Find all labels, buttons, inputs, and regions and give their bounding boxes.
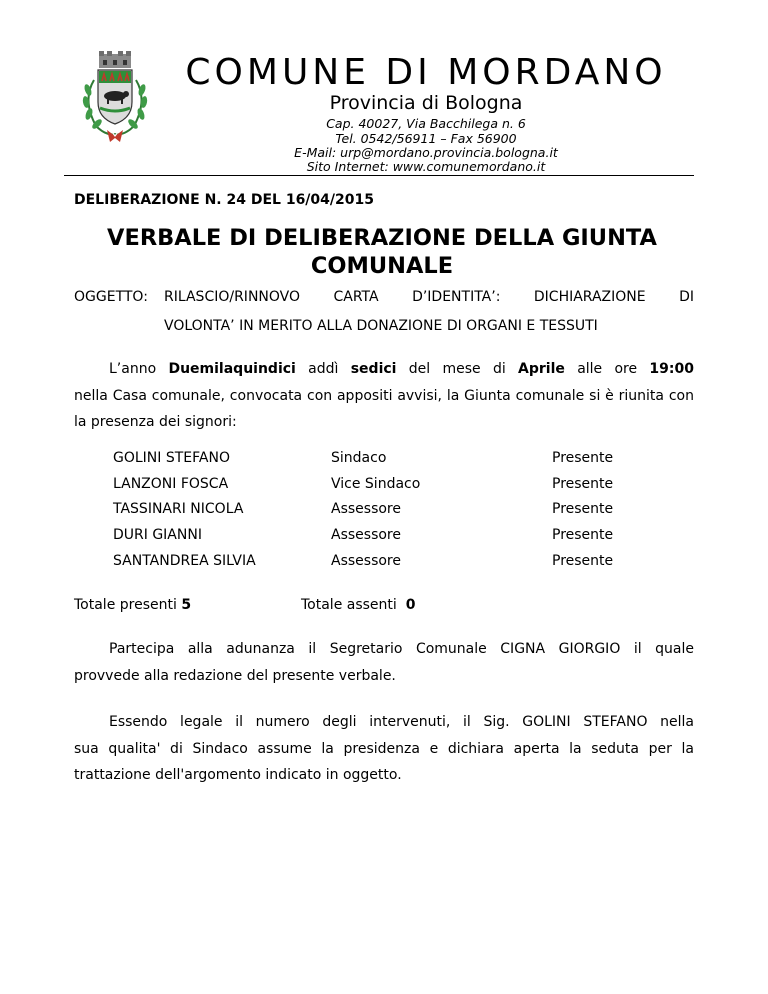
municipality-title: COMUNE DI MORDANO bbox=[185, 52, 667, 93]
member-status: Presente bbox=[552, 475, 614, 492]
member-status: Presente bbox=[552, 501, 614, 518]
subject-line-1: RILASCIO/RINNOVO CARTA D’IDENTITA’: DICHIARAZIONE DI bbox=[164, 289, 694, 305]
intro-paragraph bbox=[74, 356, 694, 436]
secretary-rest: provvede alla redazione del presente verbale. bbox=[74, 667, 396, 684]
member-role: Sindaco bbox=[331, 450, 387, 466]
member-name: LANZONI FOSCA bbox=[113, 475, 229, 492]
website-line: Sito Internet: www.comunemordano.it bbox=[306, 159, 546, 174]
month-text: Aprile bbox=[518, 361, 565, 377]
deliberation-number: DELIBERAZIONE N. 24 DEL 16/04/2015 bbox=[74, 192, 374, 208]
time-text: 19:00 bbox=[649, 361, 694, 377]
member-status: Presente bbox=[552, 527, 614, 544]
member-name: SANTANDREA SILVIA bbox=[113, 552, 256, 569]
day-text: sedici bbox=[350, 361, 397, 377]
presidency-paragraph bbox=[74, 709, 694, 789]
member-role: Assessore bbox=[331, 552, 401, 569]
subject-label: OGGETTO: bbox=[74, 289, 148, 305]
total-absent: Totale assenti 0 bbox=[301, 597, 416, 613]
member-name: DURI GIANNI bbox=[113, 527, 202, 544]
member-name: GOLINI STEFANO bbox=[113, 450, 230, 466]
intro-first-line: L’anno Duemilaquindici addì sedici del mese di Aprile alle ore 19:00 bbox=[109, 361, 694, 377]
member-role: Assessore bbox=[331, 501, 401, 518]
email-line: E-Mail: urp@mordano.provincia.bologna.it bbox=[294, 145, 558, 160]
intro-rest: nella Casa comunale, convocata con appositi avvisi, la Giunta comunale si è riunita con la presenza dei signori: bbox=[74, 387, 694, 430]
document-title: VERBALE DI DELIBERAZIONE DELLA GIUNTA COMUNALE bbox=[107, 225, 657, 279]
member-name: TASSINARI NICOLA bbox=[113, 501, 244, 518]
subject-line-2: VOLONTA’ IN MERITO ALLA DONAZIONE DI ORGANI E TESSUTI bbox=[164, 318, 598, 334]
member-role: Assessore bbox=[331, 527, 401, 544]
secretary-paragraph bbox=[74, 636, 694, 689]
header-divider bbox=[64, 175, 694, 176]
year-text: Duemilaquindici bbox=[168, 361, 296, 377]
presidency-first-line: Essendo legale il numero degli intervenuti, il Sig. GOLINI STEFANO nella bbox=[109, 714, 694, 730]
province-name: Provincia di Bologna bbox=[329, 92, 523, 114]
secretary-first-line: Partecipa alla adunanza il Segretario Comunale CIGNA GIORGIO il quale bbox=[109, 641, 694, 657]
member-status: Presente bbox=[552, 552, 614, 569]
presidency-rest: sua qualita' di Sindaco assume la presidenza e dichiara aperta la seduta per la trattazione dell'argomento indicato in oggetto. bbox=[74, 740, 694, 783]
total-present-value: 5 bbox=[181, 597, 192, 613]
total-absent-value: 0 bbox=[405, 597, 416, 613]
address-line: Cap. 40027, Via Bacchilega n. 6 bbox=[326, 116, 526, 131]
coat-of-arms-icon bbox=[74, 50, 156, 146]
member-status: Presente bbox=[552, 450, 614, 466]
phone-line: Tel. 0542/56911 – Fax 56900 bbox=[335, 131, 517, 146]
member-role: Vice Sindaco bbox=[331, 475, 421, 492]
total-present: Totale presenti 5 bbox=[74, 597, 192, 613]
